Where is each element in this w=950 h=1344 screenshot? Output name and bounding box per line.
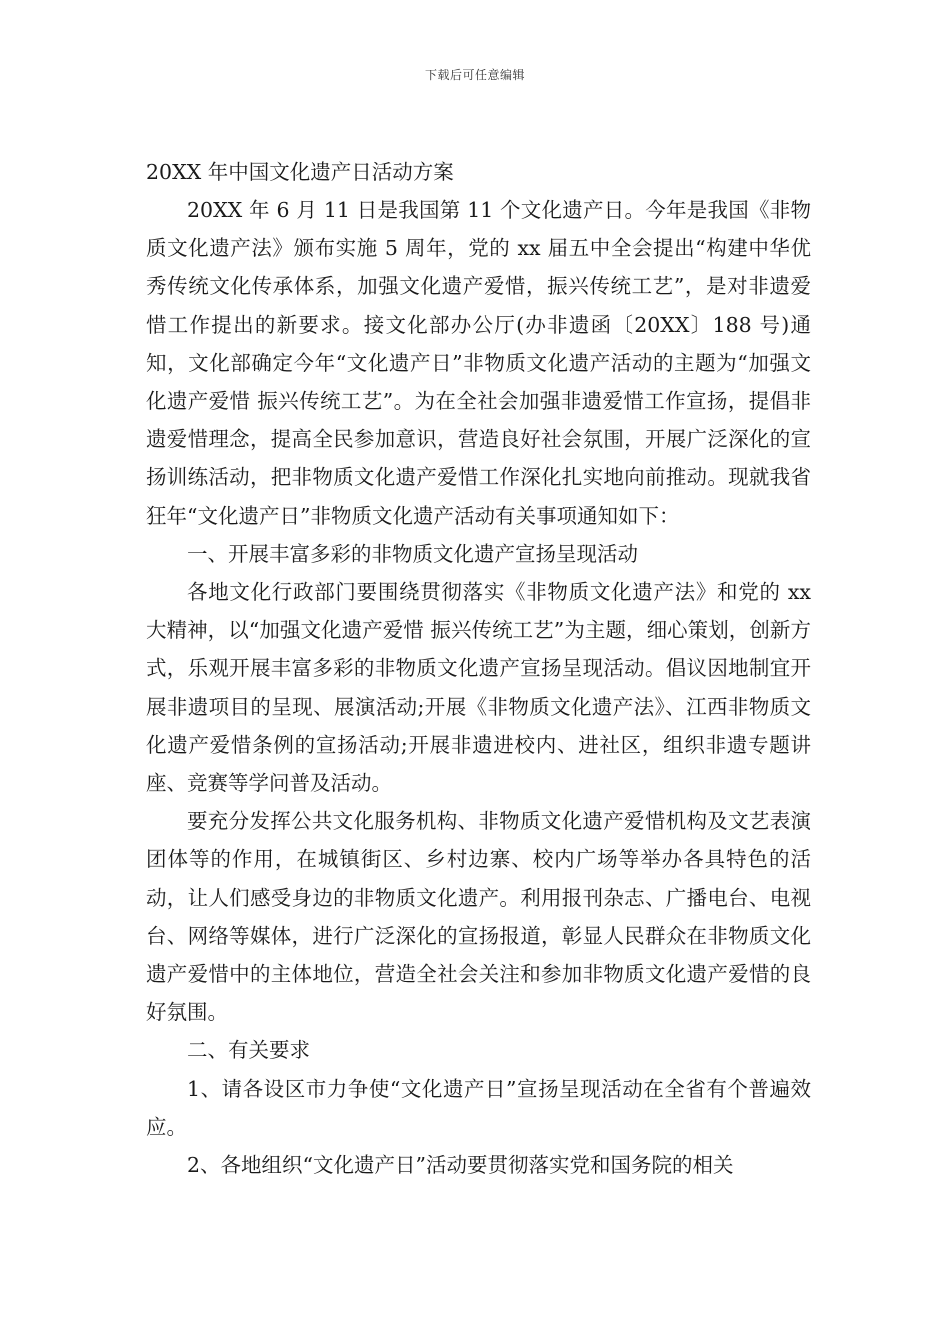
document-body — [146, 153, 811, 1184]
paragraph-section-1-b: 要充分发挥公共文化服务机构、非物质文化遗产爱惜机构及文艺表演团体等的作用，在城镇街区、乡村边寨、校内广场等举办各具特色的活动，让人们感受身边的非物质文化遗产。利用报刊杂志、广播电台、电视台、网络等媒体，进行广泛深化的宣扬报道，彰显人民群众在非物质文化遗产爱惜中的主体地位，营造全社会关注和参加非物质文化遗产爱惜的良好氛围。 — [146, 809, 811, 1025]
section-heading-2: 二、有关要求 — [187, 1038, 310, 1063]
requirement-item-1: 1、请各设区市力争使“文化遗产日”宣扬呈现活动在全省有个普遍效应。 — [146, 1076, 811, 1139]
paragraph-section-1-a: 各地文化行政部门要围绕贯彻落实《非物质文化遗产法》和党的 xx 大精神，以“加强文化遗产爱惜 振兴传统工艺”为主题，细心策划，创新方式，乐观开展丰富多彩的非物质文化遗产宣扬呈现活动。倡议因地制宜开展非遗项目的呈现、展演活动;开展《非物质文化遗产法》、江西非物质文化遗产爱惜条例的宣扬活动;开展非遗进校内、进社区，组织非遗专题讲座、竞赛等学问普及活动。 — [146, 580, 811, 796]
requirement-item-2: 2、各地组织“文化遗产日”活动要贯彻落实党和国务院的相关 — [187, 1153, 734, 1178]
document-title: 20XX 年中国文化遗产日活动方案 — [146, 160, 454, 184]
header-note: 下载后可任意编辑 — [424, 68, 525, 82]
section-heading-1: 一、开展丰富多彩的非物质文化遗产宣扬呈现活动 — [187, 541, 638, 566]
paragraph-intro: 20XX 年 6 月 11 日是我国第 11 个文化遗产日。今年是我国《非物质文化遗产法》颁布实施 5 周年，党的 xx 届五中全会提出“构建中华优秀传统文化传承体系，加强文化遗产爱惜，振兴传统工艺”，是对非遗爱惜工作提出的新要求。接文化部办公厅(办非遗函〔20XX〕188 号)通知，文化部确定今年“文化遗产日”非物质文化遗产活动的主题为“加强文化遗产爱惜 振兴传统工艺”。为在全社会加强非遗爱惜工作宣扬，提倡非遗爱惜理念，提高全民参加意识，营造良好社会氛围，开展广泛深化的宣扬训练活动，把非物质文化遗产爱惜工作深化扎实地向前推动。现就我省狂年“文化遗产日”非物质文化遗产活动有关事项通知如下： — [146, 198, 811, 528]
